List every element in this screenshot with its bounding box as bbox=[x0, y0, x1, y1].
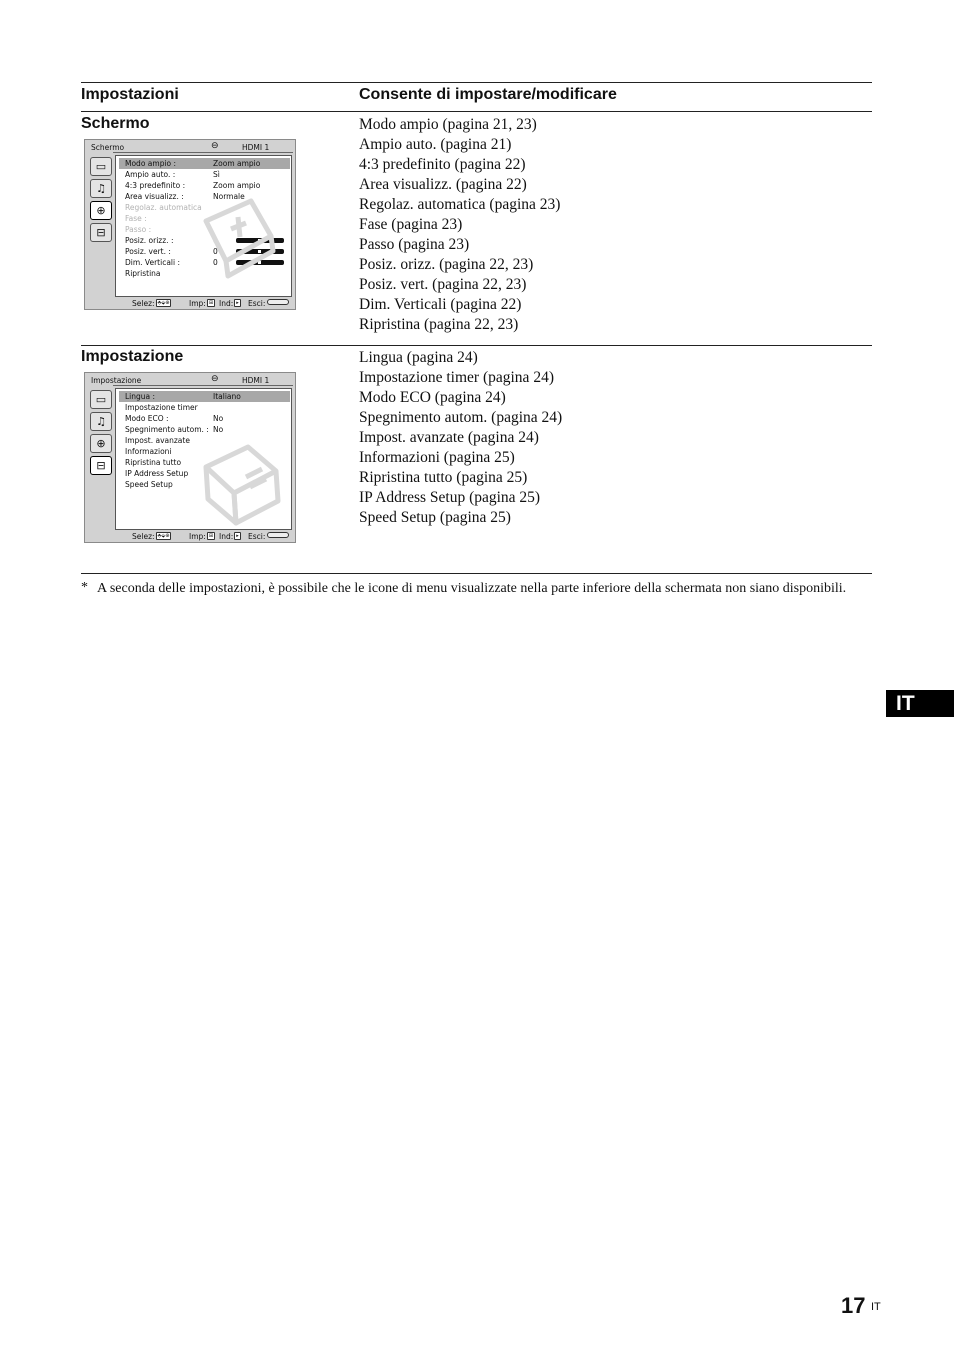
osd-row bbox=[119, 158, 290, 169]
osd-row-label: Impostazione timer bbox=[125, 403, 198, 412]
osd-title: Impostazione bbox=[91, 376, 142, 385]
list-item: Fase (pagina 23) bbox=[359, 216, 463, 233]
osd-row-label: Informazioni bbox=[125, 447, 172, 456]
osd-footer-set: Imp: ⊞ bbox=[189, 299, 214, 308]
osd-row-label: Modo ECO : bbox=[125, 414, 169, 423]
list-item: Area visualizz. (pagina 22) bbox=[359, 176, 527, 193]
osd-row-value: 0 bbox=[213, 236, 218, 245]
schermo-item-list bbox=[359, 115, 560, 335]
osd-row-label: Spegnimento autom. : bbox=[125, 425, 209, 434]
osd-footer-select: Selez: ⬘⬙⊕ bbox=[132, 532, 170, 541]
input-icon: ⊖ bbox=[211, 141, 219, 151]
osd-footer-back: Ind: ▸ bbox=[219, 299, 239, 308]
table-top-rule bbox=[81, 82, 872, 83]
osd-row bbox=[119, 169, 290, 180]
osd-row-label: Impost. avanzate bbox=[125, 436, 190, 445]
list-item: Ripristina (pagina 22, 23) bbox=[359, 316, 519, 333]
osd-footer-exit: Esci: bbox=[248, 532, 265, 542]
page-number: 17 bbox=[841, 1293, 866, 1318]
osd-row-label: Passo : bbox=[125, 225, 152, 234]
osd-row-value: No bbox=[213, 425, 224, 434]
osd-row-label: Posiz. orizz. : bbox=[125, 236, 174, 245]
osd-row-value: Zoom ampio bbox=[213, 181, 261, 190]
osd-input-name: HDMI 1 bbox=[242, 143, 270, 152]
osd-row-label: Speed Setup bbox=[125, 480, 173, 489]
table-header-rule bbox=[81, 111, 872, 112]
screen-tab-icon: ⊕ bbox=[90, 201, 112, 220]
osd-impostazione-menu bbox=[84, 372, 296, 543]
list-item: Modo ECO (pagina 24) bbox=[359, 389, 506, 406]
osd-title-rule bbox=[113, 385, 293, 386]
column-header-description: Consente di impostare/modificare bbox=[359, 86, 617, 103]
osd-tab-column bbox=[88, 155, 114, 297]
picture-tab-icon: ▭ bbox=[90, 157, 112, 176]
section-divider bbox=[81, 345, 872, 346]
osd-row-label: Ripristina bbox=[125, 269, 161, 278]
osd-row-value: No bbox=[213, 414, 224, 423]
sound-tab-icon: ♫ bbox=[90, 179, 112, 198]
page-number-suffix: IT bbox=[871, 1301, 881, 1313]
osd-footer-exit: Esci: bbox=[248, 299, 265, 309]
osd-row-label: Ripristina tutto bbox=[125, 458, 182, 467]
osd-row-value: Sì bbox=[213, 170, 220, 179]
list-item: Dim. Verticali (pagina 22) bbox=[359, 296, 522, 313]
list-item: Impostazione timer (pagina 24) bbox=[359, 369, 554, 386]
setup-watermark-icon bbox=[198, 429, 283, 529]
osd-row-label: Lingua : bbox=[125, 392, 156, 401]
table-bottom-rule bbox=[81, 573, 872, 574]
list-item: Passo (pagina 23) bbox=[359, 236, 470, 253]
osd-schermo-menu bbox=[84, 139, 296, 310]
osd-row bbox=[119, 413, 290, 424]
list-item: Speed Setup (pagina 25) bbox=[359, 509, 511, 526]
screen-watermark-icon bbox=[196, 191, 276, 281]
osd-row-value: Normale bbox=[213, 192, 245, 201]
list-item: Impost. avanzate (pagina 24) bbox=[359, 429, 539, 446]
osd-row-label: Posiz. vert. : bbox=[125, 247, 171, 256]
osd-input-name: HDMI 1 bbox=[242, 376, 270, 385]
osd-footer bbox=[115, 532, 293, 542]
section-title-impostazione: Impostazione bbox=[81, 348, 184, 365]
osd-title-rule bbox=[113, 152, 293, 153]
osd-footer bbox=[115, 299, 293, 309]
screen-tab-icon: ⊕ bbox=[90, 434, 112, 453]
list-item: Lingua (pagina 24) bbox=[359, 349, 478, 366]
osd-row-label: Ampio auto. : bbox=[125, 170, 176, 179]
osd-row-label: Regolaz. automatica bbox=[125, 203, 202, 212]
footnote-mark: * bbox=[81, 580, 88, 595]
osd-row-value: Italiano bbox=[213, 392, 241, 401]
language-tab: IT bbox=[886, 690, 954, 717]
list-item: 4:3 predefinito (pagina 22) bbox=[359, 156, 526, 173]
picture-tab-icon: ▭ bbox=[90, 390, 112, 409]
osd-menu-panel bbox=[115, 155, 292, 297]
osd-footer-set: Imp: ⊞ bbox=[189, 532, 214, 541]
list-item: Ripristina tutto (pagina 25) bbox=[359, 469, 528, 486]
osd-footer-select: Selez: ⬘⬙⊕ bbox=[132, 299, 170, 308]
osd-row-value: 0 bbox=[213, 247, 218, 256]
column-header-settings: Impostazioni bbox=[81, 86, 179, 103]
setup-tab-icon: ⊟ bbox=[90, 456, 112, 475]
section-title-schermo: Schermo bbox=[81, 115, 150, 132]
osd-row-label: Dim. Verticali : bbox=[125, 258, 181, 267]
list-item: Regolaz. automatica (pagina 23) bbox=[359, 196, 561, 213]
osd-row-value: 0 bbox=[213, 258, 218, 267]
osd-menu-panel bbox=[115, 388, 292, 530]
input-icon: ⊖ bbox=[211, 374, 219, 384]
list-item: Ampio auto. (pagina 21) bbox=[359, 136, 512, 153]
list-item: Informazioni (pagina 25) bbox=[359, 449, 515, 466]
osd-tab-column bbox=[88, 388, 114, 530]
sound-tab-icon: ♫ bbox=[90, 412, 112, 431]
list-item: Spegnimento autom. (pagina 24) bbox=[359, 409, 563, 426]
osd-row-label: Fase : bbox=[125, 214, 147, 223]
osd-row bbox=[119, 180, 290, 191]
list-item: Modo ampio (pagina 21, 23) bbox=[359, 116, 537, 133]
list-item: Posiz. orizz. (pagina 22, 23) bbox=[359, 256, 534, 273]
impostazione-item-list bbox=[359, 348, 562, 528]
list-item: IP Address Setup (pagina 25) bbox=[359, 489, 541, 506]
osd-row-label: Area visualizz. : bbox=[125, 192, 184, 201]
osd-row-label: 4:3 predefinito : bbox=[125, 181, 186, 190]
setup-tab-icon: ⊟ bbox=[90, 223, 112, 242]
osd-row-label: IP Address Setup bbox=[125, 469, 189, 478]
osd-row-label: Modo ampio : bbox=[125, 159, 177, 168]
osd-footer-back: Ind: ▸ bbox=[219, 532, 239, 541]
list-item: Posiz. vert. (pagina 22, 23) bbox=[359, 276, 527, 293]
osd-row-value: Zoom ampio bbox=[213, 159, 261, 168]
footnote-text: A seconda delle impostazioni, è possibile che le icone di menu visualizzate nella parte inferiore della schermata non siano disponibili. bbox=[97, 581, 847, 596]
osd-row bbox=[119, 391, 290, 402]
osd-title: Schermo bbox=[91, 143, 125, 152]
osd-row bbox=[119, 402, 290, 413]
